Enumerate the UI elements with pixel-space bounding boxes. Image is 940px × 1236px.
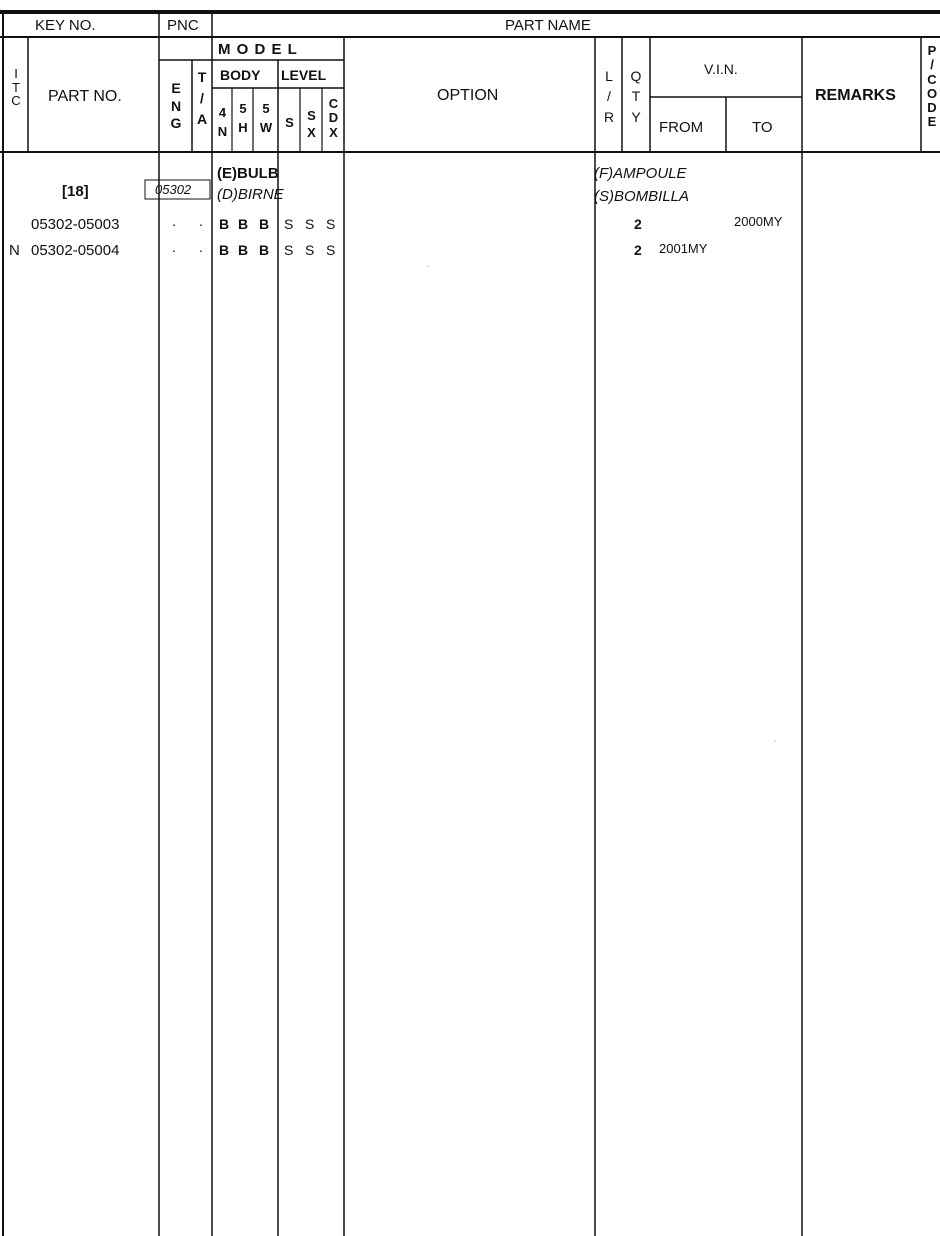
- vin-to-header: TO: [752, 119, 773, 136]
- vin-header: V.I.N.: [704, 61, 738, 77]
- body-col-4n: 4 N: [217, 105, 228, 139]
- group-pnc: 05302: [155, 182, 192, 197]
- level-s-value: S: [284, 242, 294, 258]
- itc-header: I T C: [11, 66, 21, 109]
- body-5w-value: B: [259, 216, 270, 232]
- pcode-header: P / C O D E: [926, 43, 938, 130]
- remarks-header: REMARKS: [815, 87, 896, 104]
- level-sx-value: S: [305, 242, 315, 258]
- body-5h-value: B: [238, 242, 249, 258]
- vin-from-header: FROM: [659, 119, 704, 136]
- model-header: M O D E L: [218, 41, 298, 58]
- qty-header: Q T Y: [630, 68, 642, 125]
- key-no-header: KEY NO.: [35, 17, 96, 34]
- body-header: BODY: [220, 67, 261, 83]
- body-col-5h: 5 H: [238, 101, 248, 135]
- body-4n-value: B: [219, 242, 230, 258]
- option-header: OPTION: [437, 87, 499, 104]
- part-number: 05302-05004: [31, 242, 120, 259]
- level-s-value: S: [284, 216, 294, 232]
- part-name-french: (F)AMPOULE: [594, 165, 687, 182]
- vin-from-value: 2001MY: [659, 241, 708, 256]
- level-col-s: S: [285, 115, 294, 130]
- body-col-5w: 5 W: [259, 101, 273, 135]
- body-4n-value: B: [219, 216, 230, 232]
- body-5h-value: B: [238, 216, 249, 232]
- part-no-header: PART NO.: [48, 88, 122, 105]
- part-name-header: PART NAME: [505, 17, 591, 34]
- level-col-sx: S X: [307, 108, 316, 140]
- ta-value: .: [199, 239, 203, 255]
- part-name-english: (E)BULB: [217, 165, 279, 182]
- level-sx-value: S: [305, 216, 315, 232]
- qty-value: 2: [634, 216, 642, 232]
- part-name-german: (D)BIRNE: [217, 186, 284, 203]
- vin-to-value: 2000MY: [734, 214, 783, 229]
- part-number: 05302-05003: [31, 216, 120, 233]
- ta-header: T / A: [196, 69, 208, 127]
- qty-value: 2: [634, 242, 642, 258]
- level-cdx-value: S: [326, 216, 336, 232]
- pnc-header: PNC: [167, 17, 199, 34]
- eng-value: .: [172, 213, 176, 229]
- group-key-no: [18]: [62, 183, 89, 200]
- level-cdx-value: S: [326, 242, 336, 258]
- lr-header: L / R: [603, 68, 615, 125]
- body-5w-value: B: [259, 242, 270, 258]
- part-name-spanish: (S)BOMBILLA: [594, 188, 690, 205]
- ta-value: .: [199, 213, 203, 229]
- itc-value: N: [9, 242, 20, 259]
- eng-value: .: [172, 239, 176, 255]
- level-col-cdx: C D X: [328, 96, 339, 140]
- eng-header: E N G: [170, 80, 182, 131]
- level-header: LEVEL: [281, 67, 327, 83]
